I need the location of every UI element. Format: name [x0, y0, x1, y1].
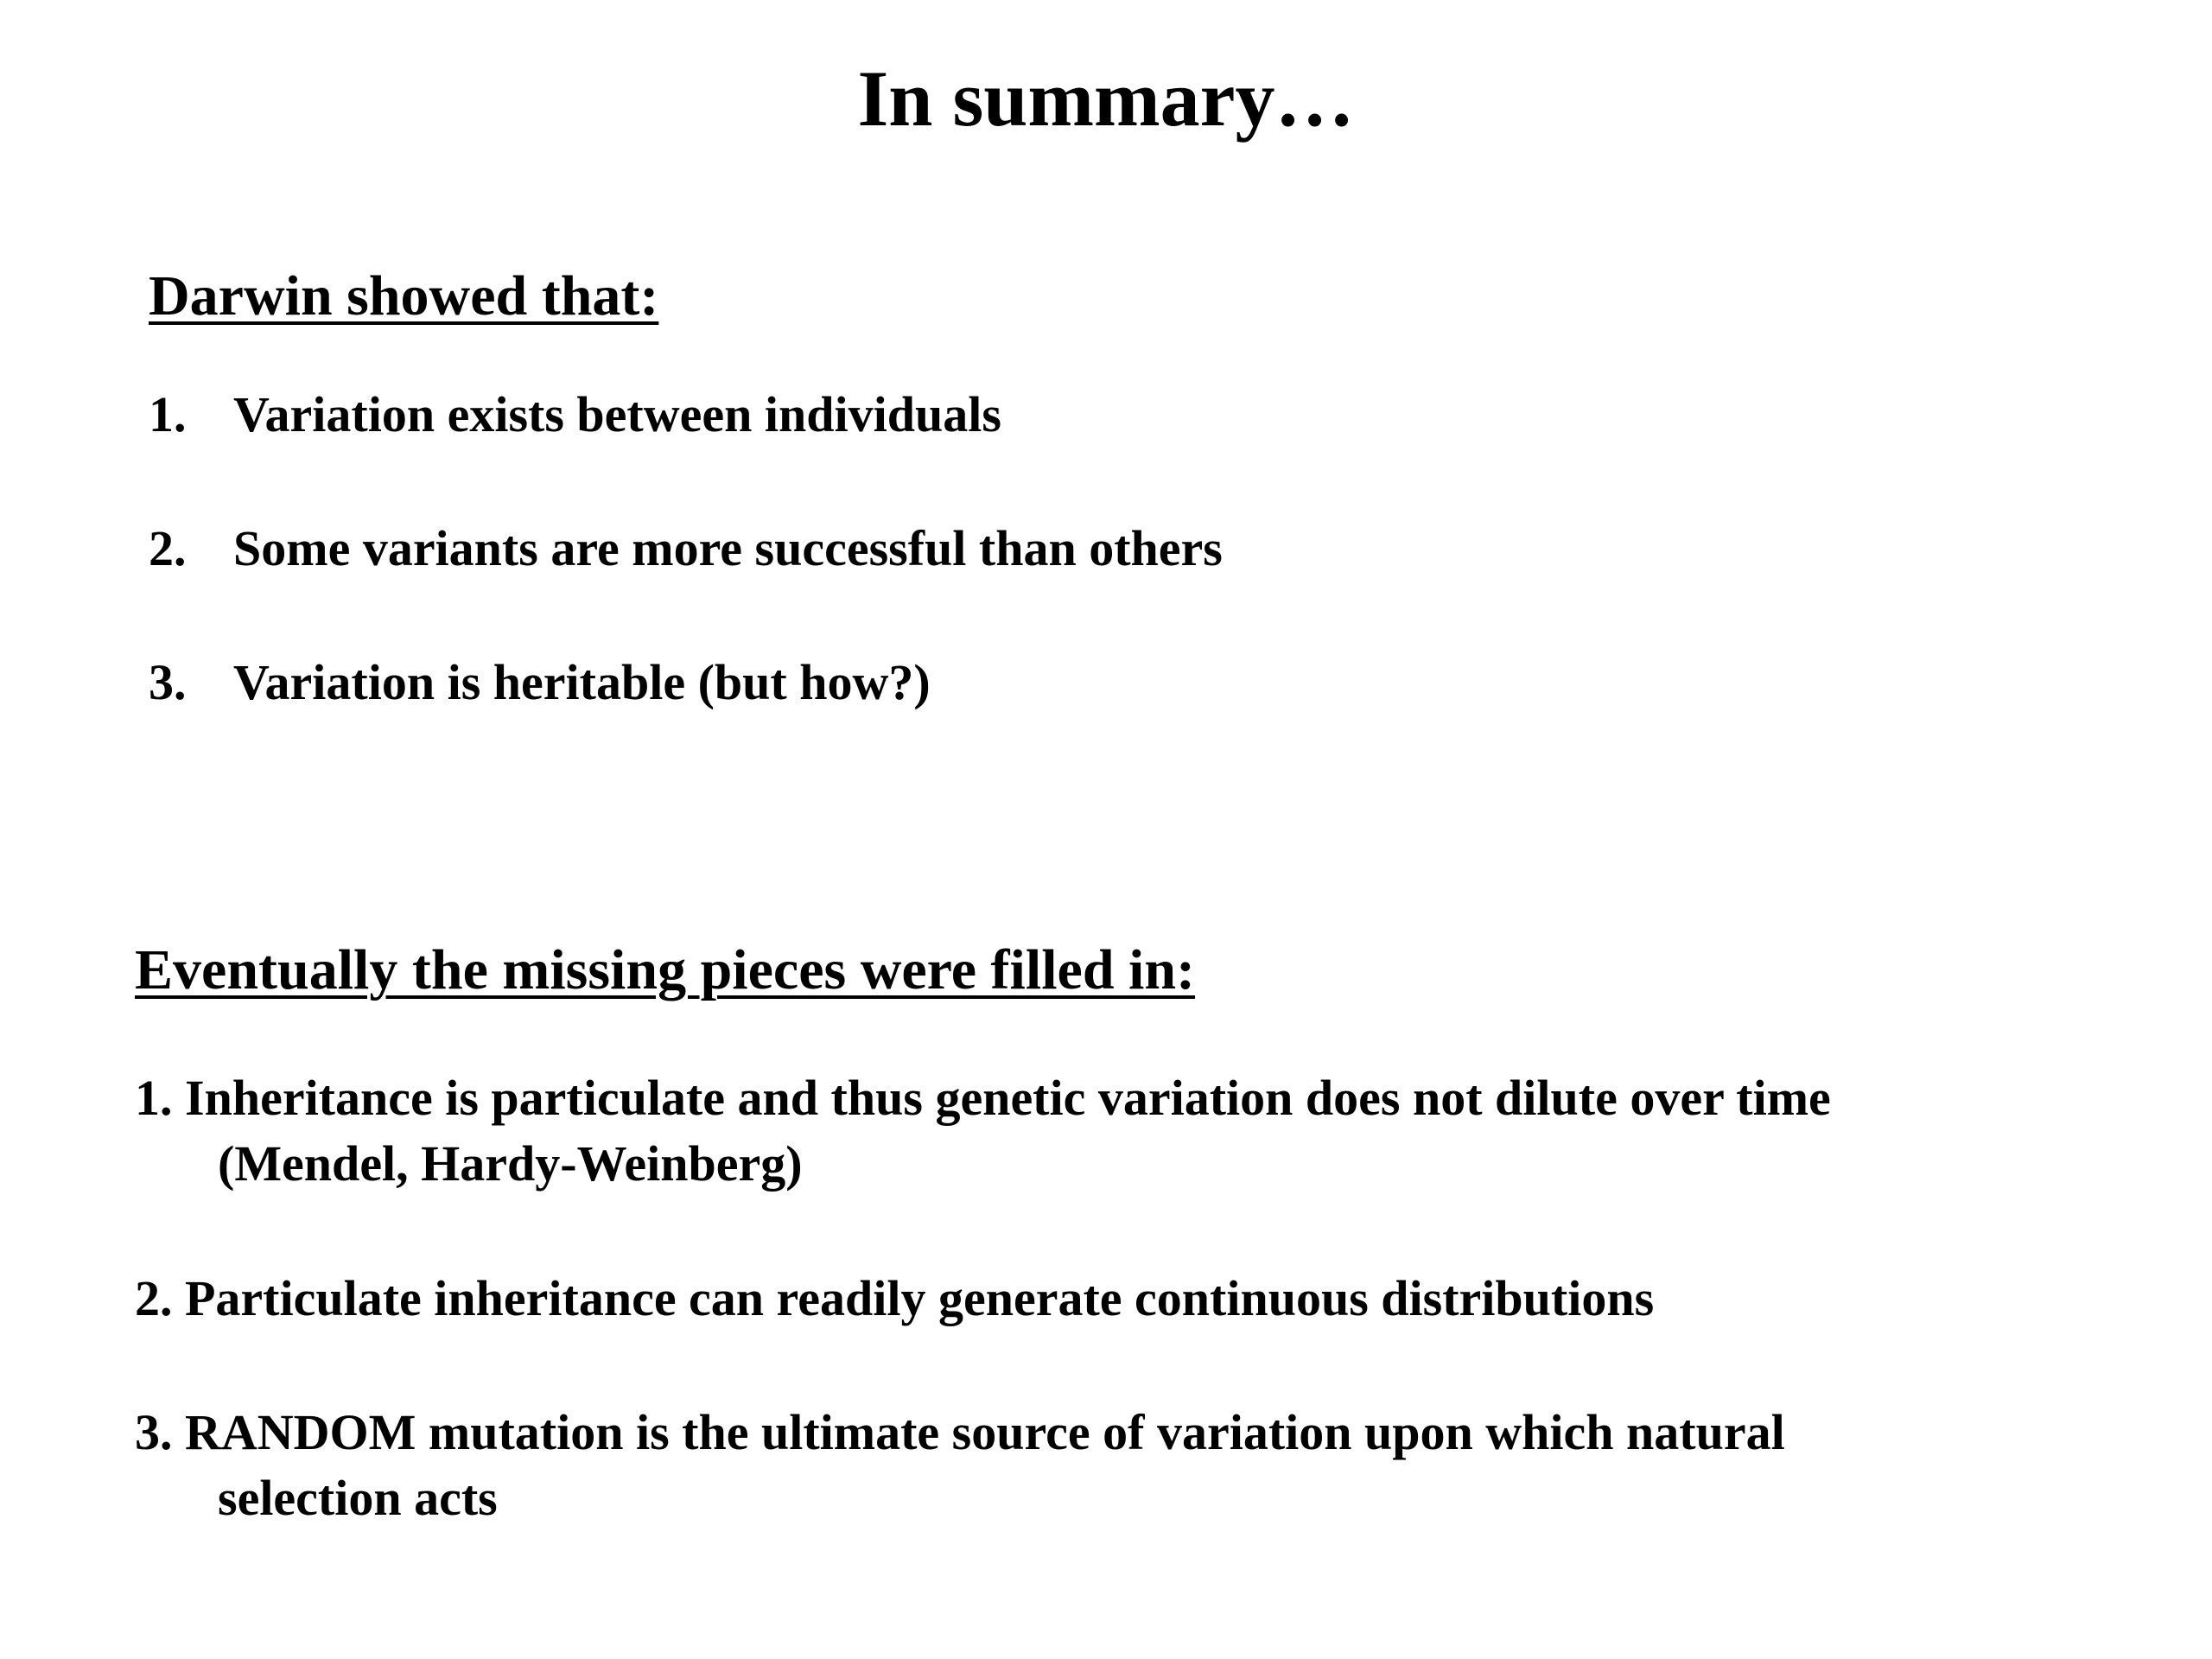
list-item-text: 2. Particulate inheritance can readily generate continuous distributions [135, 1270, 1655, 1326]
slide-title: In summary… [857, 54, 1355, 143]
darwin-list-item [149, 519, 1223, 577]
filled-list-item [135, 1065, 1831, 1197]
list-number: 3. [149, 654, 187, 710]
filled-list-item [135, 1400, 1785, 1531]
list-item-continuation: selection acts [218, 1470, 498, 1526]
list-item-text: Some variants are more successful than others [233, 520, 1223, 576]
missing-pieces-heading: Eventually the missing pieces were filled in: [135, 938, 1196, 1001]
list-number: 1. [149, 386, 187, 442]
list-item-continuation: (Mendel, Hardy-Weinberg) [218, 1135, 803, 1192]
list-number: 2. [149, 520, 187, 576]
list-item-text: 1. Inheritance is particulate and thus genetic variation does not dilute over time [135, 1070, 1831, 1126]
darwin-heading: Darwin showed that: [149, 264, 659, 327]
list-item-text: Variation exists between individuals [233, 386, 1001, 442]
list-item-text: Variation is heritable (but how?) [233, 654, 931, 710]
list-item-text: 3. RANDOM mutation is the ultimate source of variation upon which natural [135, 1404, 1785, 1460]
darwin-list-item [149, 385, 1001, 443]
filled-list-item [135, 1266, 1654, 1332]
darwin-list-item [149, 653, 931, 711]
